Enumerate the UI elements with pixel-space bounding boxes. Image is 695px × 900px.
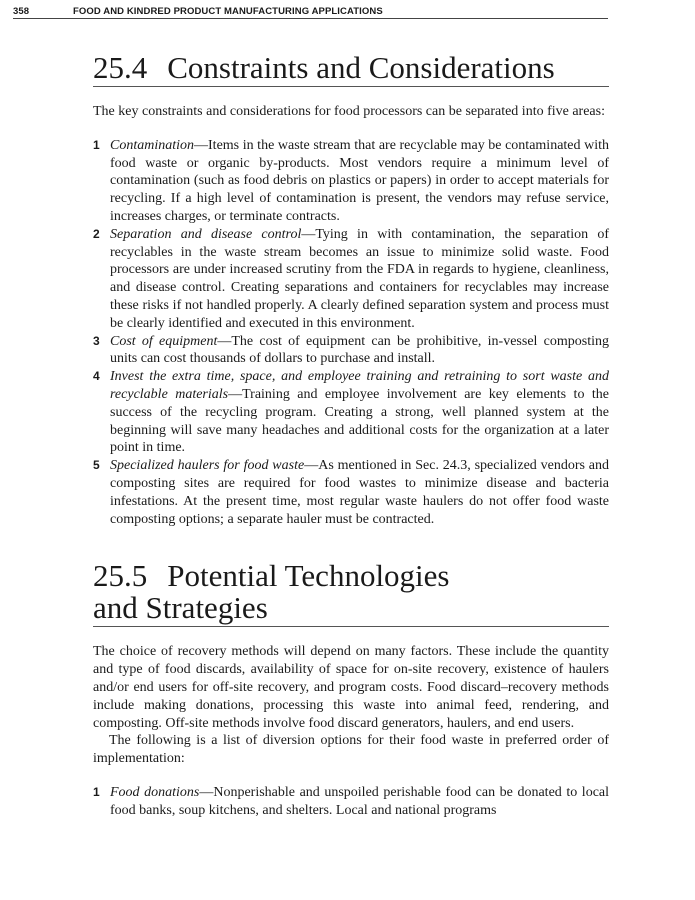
item-text: —Nonperishable and unspoiled perishable food can be donated to local food banks, soup kitchens, and shelters. Local and national programs [110,784,610,818]
section-title: Constraints and Considerations [167,50,555,85]
item-term: Food donations [110,784,200,800]
item-marker: 2 [93,226,100,241]
diversion-options-list [93,784,609,820]
item-term: Contamination [110,137,195,153]
body-paragraph: The following is a list of diversion options for their food waste in preferred order of implementation: [93,733,609,767]
intro-paragraph: The key constraints and considerations for food processors can be separated into five areas: [93,104,605,119]
page-number: 358 [13,6,30,17]
section-heading-25-4 [93,52,609,87]
item-marker: 1 [93,784,100,799]
running-header [13,6,608,19]
item-text: —The cost of equipment can be prohibitive, in-vessel composting units can cost thousands of dollars to purchase and install. [110,333,609,367]
list-item [93,137,609,226]
section-title-line-1: Potential Technologies [167,558,450,594]
item-marker: 4 [93,369,100,384]
item-term: Cost of equipment [110,333,218,349]
constraints-list [93,137,609,529]
running-title: FOOD AND KINDRED PRODUCT MANUFACTURING APPLICATIONS [73,6,383,17]
section-title-line-2: and Strategies [93,590,268,626]
item-term: Invest the extra time, space, and employee training and retraining to sort waste and recyclable materials [110,369,609,402]
list-item [93,784,609,820]
section-number: 25.4 [93,50,148,85]
item-marker: 3 [93,333,100,348]
item-marker: 1 [93,137,100,152]
list-item [93,457,609,528]
item-term: Specialized haulers for food waste [110,458,305,474]
body-paragraph: The choice of recovery methods will depend on many factors. These include the quantity and type of food discards, availability of space for on-site recovery, existence of haulers and/or end users for off-site recovery, and program costs. Food discard–recovery methods include making donations, processing this waste into animal feed, rendering, and composting. Off-site methods involve food discard generators, haulers, and end users. [93,644,609,731]
item-text: —Training and employee involvement are key elements to the success of the recycling program. Creating a strong, well planned system at the beginning will save many headaches and additional costs for the organization at a later point in time. [110,386,609,456]
section-number: 25.5 [93,558,148,594]
list-item [93,333,609,369]
section-heading-25-5 [93,560,609,627]
item-marker: 5 [93,458,100,473]
item-text: —Items in the waste stream that are recyclable may be contaminated with food waste or organic by-products. Most vendors require a minimum level of contamination (such as food debris on plastics or papers) in order to accept materials for recycling. If a high level of contamination is present, the vendors may refuse service, increases charges, or terminate contracts. [110,137,609,224]
list-item [93,226,609,333]
list-item [93,368,609,457]
item-text: —Tying in with contamination, the separation of recyclables in the waste stream becomes an issue to minimize solid waste. Food processors are under increased scrutiny from the FDA in regards to hygiene, cleanliness, and disease control. Creating separations and containers for recyclables may increase these risks if not handled properly. A clearly defined separation system and process must be clearly identified and executed in this environment. [110,226,609,331]
item-text: —As mentioned in Sec. 24.3, specialized vendors and composting sites are required for food wastes to minimize disease and bacteria infestations. At the present time, most regular waste haulers do not offer food waste composting options; a separate hauler must be contracted. [110,458,609,527]
item-term: Separation and disease control [110,226,302,242]
page-body [93,52,609,820]
